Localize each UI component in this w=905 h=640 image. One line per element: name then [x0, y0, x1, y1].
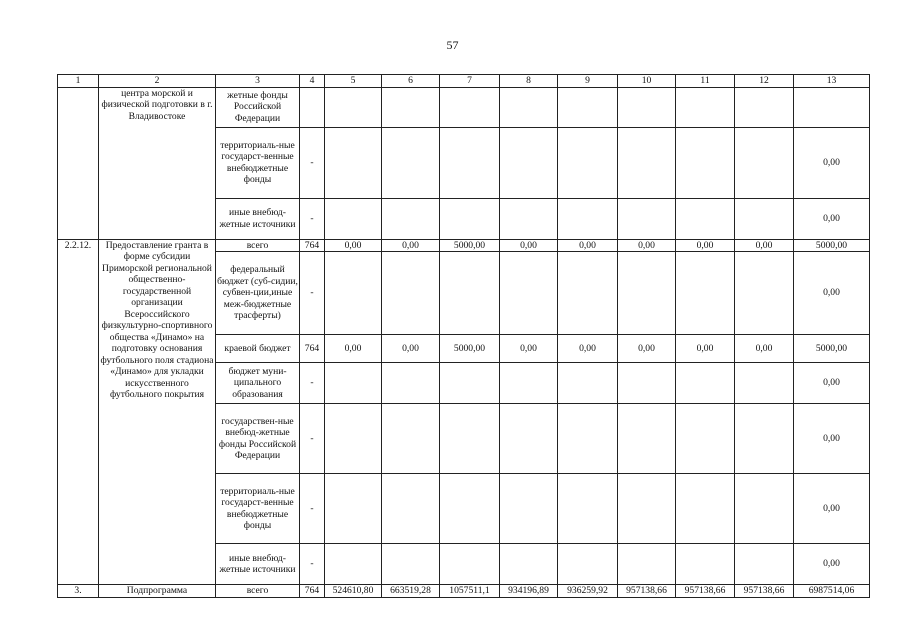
budget-code: 764 [300, 239, 325, 252]
budget-code: - [300, 198, 325, 239]
value-col-11 [676, 252, 735, 335]
budget-code: - [300, 252, 325, 335]
value-col-11 [676, 544, 735, 585]
value-col-13: 0,00 [794, 544, 870, 585]
value-col-11 [676, 363, 735, 404]
value-col-5 [325, 127, 382, 198]
budget-code: - [300, 474, 325, 544]
value-col-7 [440, 127, 500, 198]
budget-code: - [300, 363, 325, 404]
value-col-8 [500, 198, 558, 239]
row-description: Подпрограмма [99, 585, 216, 598]
value-col-10: 0,00 [618, 239, 676, 252]
value-col-10 [618, 127, 676, 198]
value-col-7 [440, 252, 500, 335]
budget-code: 764 [300, 335, 325, 363]
value-col-8 [500, 252, 558, 335]
budget-code: - [300, 127, 325, 198]
value-col-7 [440, 474, 500, 544]
value-col-10 [618, 252, 676, 335]
page-number: 57 [446, 38, 459, 52]
value-col-9 [558, 363, 618, 404]
column-header-6: 6 [382, 75, 440, 88]
value-col-8: 0,00 [500, 335, 558, 363]
value-col-8 [500, 363, 558, 404]
value-col-12 [735, 198, 794, 239]
value-col-5: 0,00 [325, 335, 382, 363]
column-header-2: 2 [99, 75, 216, 88]
budget-code: - [300, 544, 325, 585]
value-col-8 [500, 127, 558, 198]
column-header-1: 1 [58, 75, 99, 88]
row-description: центра морской и физической подготовки в г. Владивостоке [99, 87, 216, 239]
funding-source: территориаль-ные государст-венные внебюджетные фонды [216, 127, 300, 198]
value-col-9 [558, 252, 618, 335]
value-col-7 [440, 544, 500, 585]
value-col-8: 934196,89 [500, 585, 558, 598]
row-index [58, 87, 99, 239]
value-col-7 [440, 198, 500, 239]
budget-code: 764 [300, 585, 325, 598]
value-col-12 [735, 127, 794, 198]
column-header-13: 13 [794, 75, 870, 88]
column-header-11: 11 [676, 75, 735, 88]
value-col-10: 957138,66 [618, 585, 676, 598]
value-col-8: 0,00 [500, 239, 558, 252]
value-col-13: 0,00 [794, 404, 870, 474]
value-col-8 [500, 87, 558, 127]
funding-source: территориаль-ные государст-венные внебюджетные фонды [216, 474, 300, 544]
header-row [58, 75, 870, 88]
funding-source: федеральный бюджет (суб-сидии, субвен-ции,иные меж-бюджетные трасферты) [216, 252, 300, 335]
value-col-7 [440, 363, 500, 404]
value-col-6 [382, 198, 440, 239]
funding-source: иные внебюд-жетные источники [216, 198, 300, 239]
value-col-10 [618, 474, 676, 544]
value-col-13: 0,00 [794, 363, 870, 404]
column-header-4: 4 [300, 75, 325, 88]
value-col-9: 0,00 [558, 335, 618, 363]
value-col-6: 0,00 [382, 335, 440, 363]
value-col-6: 0,00 [382, 239, 440, 252]
value-col-11 [676, 198, 735, 239]
value-col-5 [325, 544, 382, 585]
budget-code: - [300, 404, 325, 474]
table-row [58, 87, 870, 127]
column-header-12: 12 [735, 75, 794, 88]
funding-source: иные внебюд-жетные источники [216, 544, 300, 585]
value-col-9 [558, 198, 618, 239]
value-col-12: 957138,66 [735, 585, 794, 598]
value-col-6 [382, 87, 440, 127]
funding-source: государствен-ные внебюд-жетные фонды Российской Федерации [216, 404, 300, 474]
value-col-11: 0,00 [676, 335, 735, 363]
value-col-13: 5000,00 [794, 335, 870, 363]
value-col-11 [676, 474, 735, 544]
value-col-12 [735, 544, 794, 585]
value-col-10 [618, 198, 676, 239]
value-col-9 [558, 127, 618, 198]
value-col-6 [382, 363, 440, 404]
funding-source: краевой бюджет [216, 335, 300, 363]
value-col-5: 0,00 [325, 239, 382, 252]
value-col-12: 0,00 [735, 239, 794, 252]
value-col-5 [325, 404, 382, 474]
value-col-12 [735, 474, 794, 544]
value-col-13: 6987514,06 [794, 585, 870, 598]
value-col-9 [558, 474, 618, 544]
column-header-8: 8 [500, 75, 558, 88]
value-col-7 [440, 87, 500, 127]
value-col-13 [794, 87, 870, 127]
value-col-7: 5000,00 [440, 335, 500, 363]
value-col-12 [735, 87, 794, 127]
value-col-5: 524610,80 [325, 585, 382, 598]
budget-table [57, 74, 870, 598]
value-col-8 [500, 544, 558, 585]
row-description: Предоставление гранта в форме субсидии Приморской региональной общественно-государственной организации Всероссийского физкультурно-спортивного общества «Динамо» на подготовку основания футбольного поля стадиона «Динамо» для укладки искусственного футбольного покрытия [99, 239, 216, 585]
column-header-9: 9 [558, 75, 618, 88]
row-index: 2.2.12. [58, 239, 99, 585]
funding-source: жетные фонды Российской Федерации [216, 87, 300, 127]
value-col-9 [558, 544, 618, 585]
value-col-5 [325, 87, 382, 127]
value-col-11 [676, 127, 735, 198]
value-col-7: 5000,00 [440, 239, 500, 252]
table-row [58, 585, 870, 598]
value-col-5 [325, 474, 382, 544]
value-col-9 [558, 87, 618, 127]
value-col-9: 936259,92 [558, 585, 618, 598]
value-col-9: 0,00 [558, 239, 618, 252]
value-col-6 [382, 474, 440, 544]
value-col-12 [735, 363, 794, 404]
budget-code [300, 87, 325, 127]
value-col-13: 0,00 [794, 252, 870, 335]
column-header-3: 3 [216, 75, 300, 88]
value-col-10: 0,00 [618, 335, 676, 363]
value-col-6: 663519,28 [382, 585, 440, 598]
value-col-13: 0,00 [794, 474, 870, 544]
value-col-5 [325, 363, 382, 404]
value-col-11 [676, 404, 735, 474]
funding-source: всего [216, 585, 300, 598]
value-col-6 [382, 252, 440, 335]
value-col-10 [618, 404, 676, 474]
table-row [58, 239, 870, 252]
value-col-11: 957138,66 [676, 585, 735, 598]
funding-source: бюджет муни-ципального образования [216, 363, 300, 404]
value-col-5 [325, 198, 382, 239]
column-header-10: 10 [618, 75, 676, 88]
value-col-6 [382, 544, 440, 585]
column-header-5: 5 [325, 75, 382, 88]
value-col-6 [382, 127, 440, 198]
value-col-7: 1057511,1 [440, 585, 500, 598]
value-col-6 [382, 404, 440, 474]
value-col-9 [558, 404, 618, 474]
value-col-13: 0,00 [794, 198, 870, 239]
value-col-11 [676, 87, 735, 127]
value-col-10 [618, 544, 676, 585]
value-col-5 [325, 252, 382, 335]
funding-source: всего [216, 239, 300, 252]
value-col-10 [618, 363, 676, 404]
column-header-7: 7 [440, 75, 500, 88]
value-col-7 [440, 404, 500, 474]
value-col-12: 0,00 [735, 335, 794, 363]
value-col-8 [500, 404, 558, 474]
value-col-10 [618, 87, 676, 127]
value-col-12 [735, 404, 794, 474]
value-col-12 [735, 252, 794, 335]
value-col-13: 5000,00 [794, 239, 870, 252]
value-col-8 [500, 474, 558, 544]
row-index: 3. [58, 585, 99, 598]
value-col-11: 0,00 [676, 239, 735, 252]
value-col-13: 0,00 [794, 127, 870, 198]
